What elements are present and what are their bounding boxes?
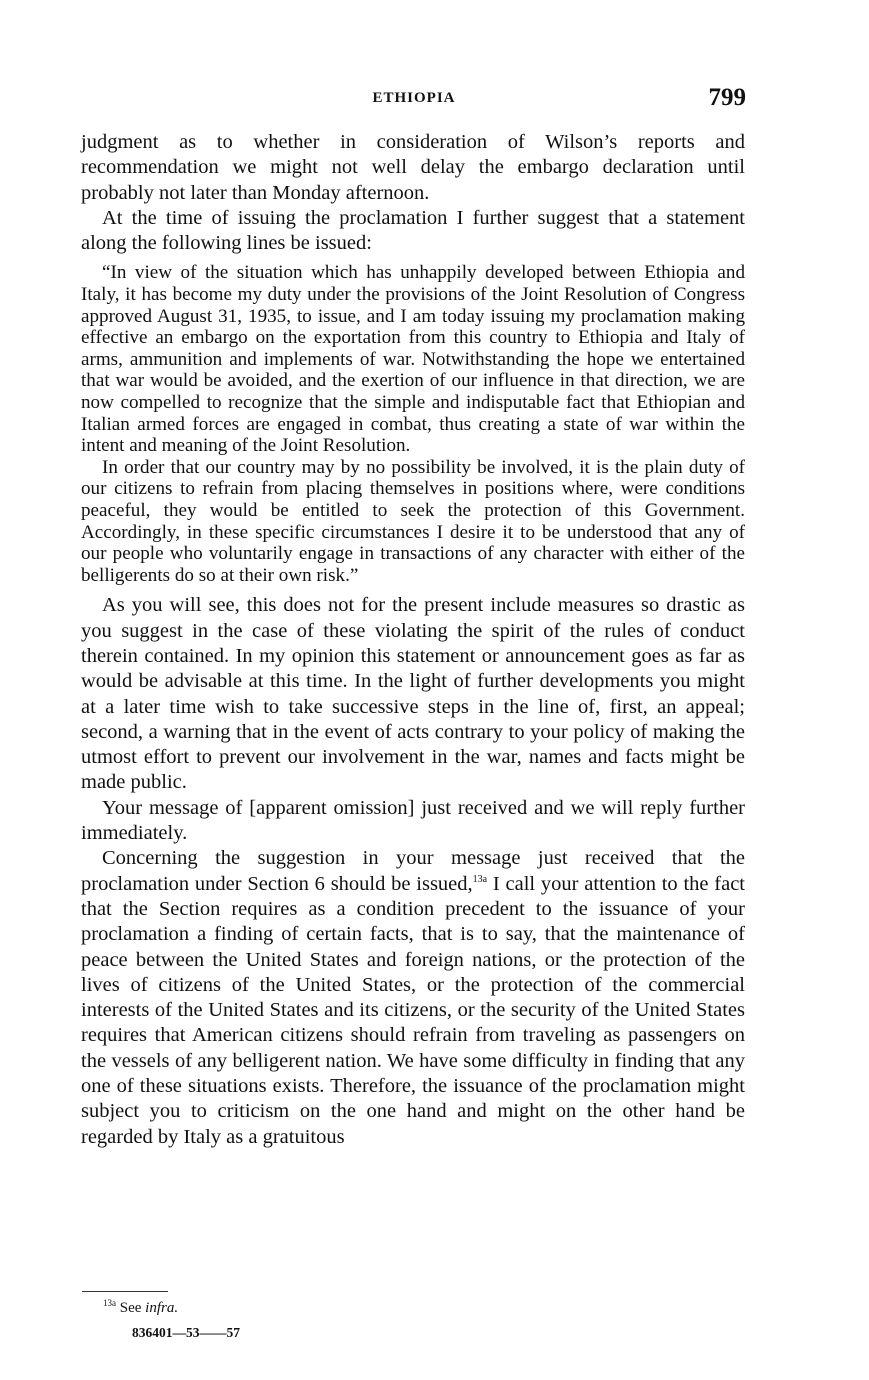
quote-paragraph-1: “In view of the situation which has unhappily developed between Ethiopia and Italy, it has become my duty under the provisions of the Joint Resolution of Congress approved August 31, 1935, to issue, and I am today issuing my proclamation making effective an embargo on the exportation from this country to Ethiopia and Italy of arms, ammunition and implements of war. Notwithstanding the hope we entertained that war would be avoided, and the exertion of our influence in that direction, we are now compelled to recognize that the simple and indisputable fact that Ethiopian and Italian armed forces are engaged in combat, thus creating a state of war within the intent and meaning of the Joint Resolution.: [81, 262, 745, 457]
footnote-text: See: [116, 1300, 146, 1316]
paragraph-1: judgment as to whether in consideration of Wilson’s reports and recommendation we might not well delay the embargo declaration until probably not later than Monday afternoon.: [81, 131, 745, 204]
paragraph-5-part-1: Concerning the suggestion in your message just received that the proclamation under Section 6 should be issued,: [81, 847, 745, 895]
body-text: [81, 130, 745, 1150]
paragraph-2: At the time of issuing the proclamation I further suggest that a statement along the following lines be issued:: [81, 206, 745, 255]
footnote-reference: 13a: [472, 873, 488, 885]
print-code: 836401—53——57: [132, 1325, 240, 1340]
page-header: [82, 84, 746, 118]
quote-paragraph-2: In order that our country may by no possibility be involved, it is the plain duty of our citizens to refrain from placing themselves in positions where, were conditions peaceful, they would be entitled to seek the protection of this Government. Accordingly, in these specific circumstances I desire it to be understood that any of our people who voluntarily engage in transactions of any character with either of the belligerents do so at their own risk.”: [81, 456, 745, 586]
footnote-italic-text: infra.: [145, 1300, 179, 1316]
footnote-divider: [82, 1291, 168, 1292]
footnote-marker: 13a: [103, 1298, 116, 1308]
page-number: 799: [708, 84, 746, 111]
paragraph-4: Your message of [apparent omission] just received and we will reply further immediately.: [81, 796, 745, 845]
running-head: ETHIOPIA: [372, 90, 456, 106]
quoted-statement: [81, 262, 745, 586]
footnote: [103, 1298, 178, 1317]
paragraph-3: As you will see, this does not for the present include measures so drastic as you suggest in the case of these violating the spirit of the rules of conduct therein contained. In my opinion this statement or announcement goes as far as would be advisable at this time. In the light of further developments you might at a later time wish to take successive steps in the line of, first, an appeal; second, a warning that in the event of acts contrary to your policy of making the utmost effort to prevent our involvement in the war, names and facts might be made public.: [81, 594, 745, 794]
paragraph-5-part-2: I call your attention to the fact that the Section requires as a condition precedent to the issuance of your proclamation a finding of certain facts, that is to say, that the maintenance of peace between the United States and foreign nations, or the protection of the lives of citizens of the United States, or the protection of the commercial interests of the United States and its citizens, or the security of the United States requires that American citizens should refrain from traveling as passengers on the vessels of any belligerent nation. We have some difficulty in finding that any one of these situations exists. Therefore, the issuance of the proclamation might subject you to criticism on the one hand and might on the other hand be regarded by Italy as a gratuitous: [81, 872, 746, 1148]
paragraph-5: [81, 846, 745, 1150]
